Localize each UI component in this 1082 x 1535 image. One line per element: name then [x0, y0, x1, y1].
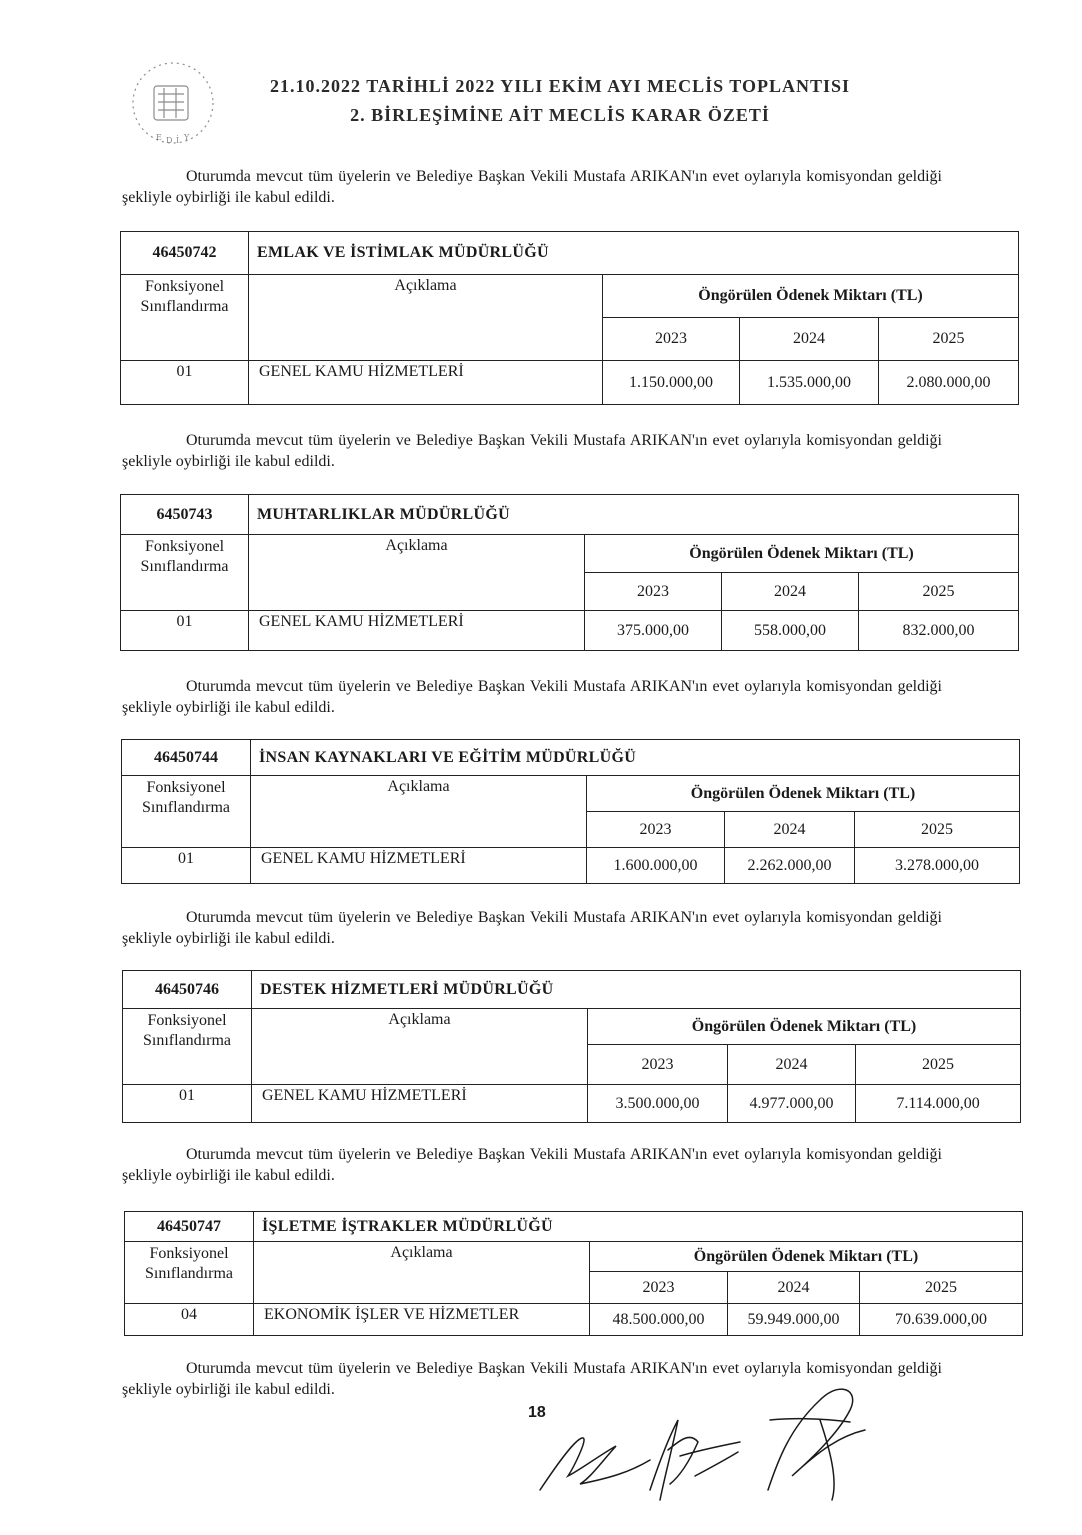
- fonksiyonel-header: Fonksiyonel Sınıflandırma: [121, 275, 249, 361]
- budget-table: [124, 1211, 1023, 1336]
- svg-text:İ: İ: [176, 136, 180, 145]
- aciklama-header: Açıklama: [249, 535, 585, 611]
- year-header: 2023: [588, 1045, 728, 1085]
- table-row: [125, 1304, 1023, 1336]
- year-header: 2023: [585, 573, 722, 611]
- amount-2023: 1.150.000,00: [603, 361, 740, 405]
- header-line-2: 2. BİRLEŞİMİNE AİT MECLİS KARAR ÖZETİ: [350, 105, 770, 125]
- function-description: GENEL KAMU HİZMETLERİ: [249, 611, 585, 651]
- year-header: 2025: [855, 812, 1020, 848]
- ongorulen-header: Öngörülen Ödenek Miktarı (TL): [585, 535, 1019, 573]
- fonksiyonel-header: Fonksiyonel Sınıflandırma: [123, 1009, 252, 1085]
- year-header: 2025: [856, 1045, 1021, 1085]
- amount-2025: 7.114.000,00: [856, 1085, 1021, 1123]
- table-row: [122, 848, 1020, 884]
- ongorulen-header: Öngörülen Ödenek Miktarı (TL): [603, 275, 1019, 318]
- amount-2024: 558.000,00: [722, 611, 859, 651]
- year-header: 2024: [728, 1045, 856, 1085]
- table-row: [123, 1085, 1021, 1123]
- amount-2025: 832.000,00: [859, 611, 1019, 651]
- amount-2024: 1.535.000,00: [740, 361, 879, 405]
- amount-2025: 70.639.000,00: [860, 1304, 1023, 1336]
- year-header: 2024: [725, 812, 855, 848]
- amount-2023: 48.500.000,00: [590, 1304, 728, 1336]
- function-code: 01: [121, 611, 249, 651]
- directorate-code: 46450746: [123, 971, 252, 1009]
- approval-paragraph: Oturumda mevcut tüm üyelerin ve Belediye Başkan Vekili Mustafa ARIKAN'ın evet oylarıyla komisyondan geldiği şekliyle oybirliği ile kabul edildi.: [122, 432, 942, 470]
- function-code: 01: [122, 848, 251, 884]
- function-description: GENEL KAMU HİZMETLERİ: [252, 1085, 588, 1123]
- function-code: 01: [123, 1085, 252, 1123]
- year-header: 2025: [860, 1272, 1023, 1304]
- budget-table: [121, 739, 1020, 884]
- directorate-title: MUHTARLIKLAR MÜDÜRLÜĞÜ: [249, 495, 1019, 535]
- approval-paragraph: Oturumda mevcut tüm üyelerin ve Belediye Başkan Vekili Mustafa ARIKAN'ın evet oylarıyla komisyondan geldiği şekliyle oybirliği ile kabul edildi.: [122, 909, 942, 947]
- year-header: 2024: [740, 318, 879, 361]
- page-number: 18: [528, 1404, 546, 1421]
- function-code: 04: [125, 1304, 254, 1336]
- svg-text:D: D: [166, 136, 173, 145]
- year-header: 2024: [728, 1272, 860, 1304]
- amount-2024: 4.977.000,00: [728, 1085, 856, 1123]
- amount-2025: 3.278.000,00: [855, 848, 1020, 884]
- amount-2024: 2.262.000,00: [725, 848, 855, 884]
- ongorulen-header: Öngörülen Ödenek Miktarı (TL): [587, 776, 1020, 812]
- svg-text:Y: Y: [184, 133, 190, 142]
- directorate-code: 6450743: [121, 495, 249, 535]
- year-header: 2023: [590, 1272, 728, 1304]
- table-row: [121, 361, 1019, 405]
- table-row: [121, 611, 1019, 651]
- directorate-title: EMLAK VE İSTİMLAK MÜDÜRLÜĞÜ: [249, 232, 1019, 275]
- year-header: 2025: [879, 318, 1019, 361]
- directorate-code: 46450747: [125, 1212, 254, 1242]
- directorate-code: 46450744: [122, 740, 251, 776]
- document-header: [200, 76, 920, 126]
- function-code: 01: [121, 361, 249, 405]
- amount-2023: 375.000,00: [585, 611, 722, 651]
- fonksiyonel-header: Fonksiyonel Sınıflandırma: [121, 535, 249, 611]
- ongorulen-header: Öngörülen Ödenek Miktarı (TL): [590, 1242, 1023, 1272]
- fonksiyonel-header: Fonksiyonel Sınıflandırma: [122, 776, 251, 848]
- directorate-title: İNSAN KAYNAKLARI VE EĞİTİM MÜDÜRLÜĞÜ: [251, 740, 1020, 776]
- amount-2024: 59.949.000,00: [728, 1304, 860, 1336]
- amount-2023: 3.500.000,00: [588, 1085, 728, 1123]
- year-header: 2025: [859, 573, 1019, 611]
- aciklama-header: Açıklama: [254, 1242, 590, 1304]
- handwritten-signatures: [520, 1380, 900, 1510]
- amount-2025: 2.080.000,00: [879, 361, 1019, 405]
- budget-table: [122, 970, 1021, 1123]
- function-description: EKONOMİK İŞLER VE HİZMETLER: [254, 1304, 590, 1336]
- year-header: 2023: [603, 318, 740, 361]
- directorate-title: DESTEK HİZMETLERİ MÜDÜRLÜĞÜ: [252, 971, 1021, 1009]
- ongorulen-header: Öngörülen Ödenek Miktarı (TL): [588, 1009, 1021, 1045]
- year-header: 2023: [587, 812, 725, 848]
- aciklama-header: Açıklama: [249, 275, 603, 361]
- fonksiyonel-header: Fonksiyonel Sınıflandırma: [125, 1242, 254, 1304]
- approval-paragraph: Oturumda mevcut tüm üyelerin ve Belediye Başkan Vekili Mustafa ARIKAN'ın evet oylarıyla komisyondan geldiği şekliyle oybirliği ile kabul edildi.: [122, 1146, 942, 1184]
- year-header: 2024: [722, 573, 859, 611]
- approval-paragraph: Oturumda mevcut tüm üyelerin ve Belediye Başkan Vekili Mustafa ARIKAN'ın evet oylarıyla komisyondan geldiği şekliyle oybirliği ile kabul edildi.: [122, 168, 942, 206]
- function-description: GENEL KAMU HİZMETLERİ: [251, 848, 587, 884]
- aciklama-header: Açıklama: [252, 1009, 588, 1085]
- budget-table: [120, 231, 1019, 405]
- function-description: GENEL KAMU HİZMETLERİ: [249, 361, 603, 405]
- directorate-code: 46450742: [121, 232, 249, 275]
- amount-2023: 1.600.000,00: [587, 848, 725, 884]
- directorate-title: İŞLETME İŞTRAKLER MÜDÜRLÜĞÜ: [254, 1212, 1023, 1242]
- aciklama-header: Açıklama: [251, 776, 587, 848]
- budget-table: [120, 494, 1019, 651]
- approval-paragraph: Oturumda mevcut tüm üyelerin ve Belediye Başkan Vekili Mustafa ARIKAN'ın evet oylarıyla komisyondan geldiği şekliyle oybirliği ile kabul edildi.: [122, 678, 942, 716]
- svg-text:E: E: [156, 133, 162, 142]
- approval-paragraph: Oturumda mevcut tüm üyelerin ve Belediye Başkan Vekili Mustafa ARIKAN'ın evet oylarıyla komisyondan geldiği şekliyle oybirliği ile kabul edildi.: [122, 1360, 942, 1398]
- header-line-1: 21.10.2022 TARİHLİ 2022 YILI EKİM AYI MECLİS TOPLANTISI: [270, 76, 850, 96]
